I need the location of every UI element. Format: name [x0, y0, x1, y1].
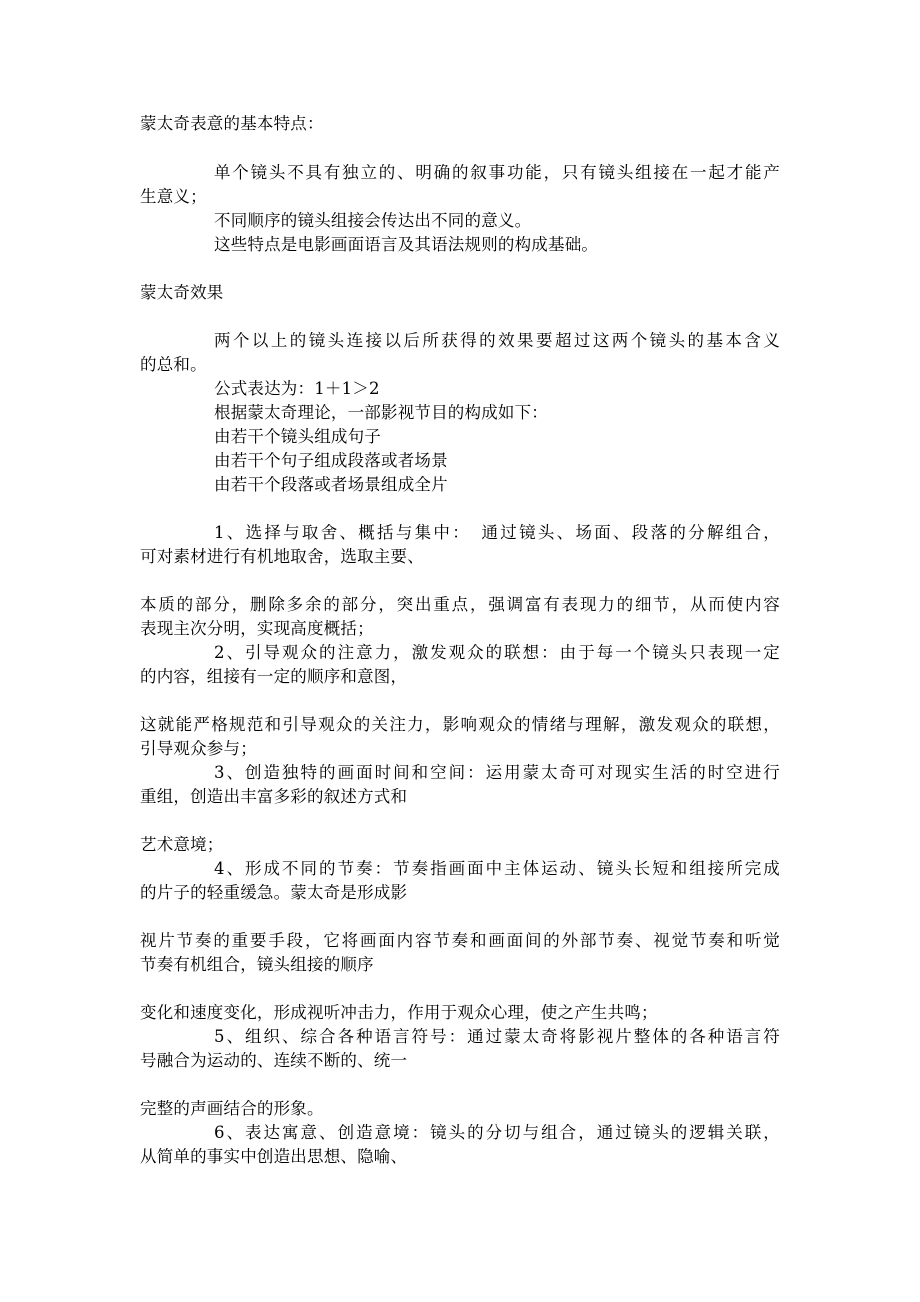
paragraph-line: 的总和。 — [140, 355, 207, 374]
function-4-line: 变化和速度变化，形成视听冲击力，作用于观众心理，使之产生共鸣； — [140, 1003, 658, 1022]
section-heading-effect: 蒙太奇效果 — [140, 283, 224, 302]
function-5-line: 完整的声画结合的形象。 — [140, 1099, 324, 1118]
function-4-line: 节奏有机组合，镜头组接的顺序 — [140, 955, 374, 974]
function-1-line: 可对素材进行有机地取舍，选取主要、 — [140, 547, 424, 566]
paragraph-line: 生意义； — [140, 187, 207, 206]
function-6-line: 6、表达寓意、创造意境：镜头的分切与组合，通过镜头的逻辑关联， — [214, 1123, 780, 1142]
function-3-line: 3、创造独特的画面时间和空间：运用蒙太奇可对现实生活的时空进行 — [214, 763, 780, 782]
function-4-line: 视片节奏的重要手段，它将画面内容节奏和画面间的外部节奏、视觉节奏和听觉 — [140, 931, 780, 950]
function-3-line: 重组，创造出丰富多彩的叙述方式和 — [140, 787, 408, 806]
function-6-line: 从简单的事实中创造出思想、隐喻、 — [140, 1147, 408, 1166]
function-5-line: 5、组织、综合各种语言符号：通过蒙太奇将影视片整体的各种语言符 — [214, 1027, 780, 1046]
function-2-line: 的内容，组接有一定的顺序和意图， — [140, 667, 408, 686]
paragraph-line: 两个以上的镜头连接以后所获得的效果要超过这两个镜头的基本含义 — [214, 331, 780, 350]
list-item: 由若干个段落或者场景组成全片 — [214, 475, 448, 494]
paragraph-line: 这些特点是电影画面语言及其语法规则的构成基础。 — [214, 235, 599, 254]
function-4-line: 4、形成不同的节奏：节奏指画面中主体运动、镜头长短和组接所完成 — [214, 859, 780, 878]
function-1-line: 表现主次分明，实现高度概括； — [140, 619, 374, 638]
function-2-line: 引导观众参与； — [140, 739, 257, 758]
function-5-line: 号融合为运动的、连续不断的、统一 — [140, 1051, 408, 1070]
paragraph-line: 单个镜头不具有独立的、明确的叙事功能，只有镜头组接在一起才能产 — [214, 163, 780, 182]
function-1-line: 本质的部分，删除多余的部分，突出重点，强调富有表现力的细节，从而使内容 — [140, 595, 780, 614]
formula-line: 公式表达为：1＋1＞2 — [214, 379, 380, 398]
paragraph-line: 根据蒙太奇理论，一部影视节目的构成如下： — [214, 403, 548, 422]
function-1-line: 1、选择与取舍、概括与集中： 通过镜头、场面、段落的分解组合， — [214, 523, 780, 542]
paragraph-line: 不同顺序的镜头组接会传达出不同的意义。 — [214, 211, 532, 230]
function-4-line: 的片子的轻重缓急。蒙太奇是形成影 — [140, 883, 408, 902]
section-heading-features: 蒙太奇表意的基本特点： — [140, 114, 324, 133]
list-item: 由若干个句子组成段落或者场景 — [214, 451, 448, 470]
list-item: 由若干个镜头组成句子 — [214, 427, 381, 446]
function-2-line: 这就能严格规范和引导观众的关注力，影响观众的情绪与理解，激发观众的联想， — [140, 715, 780, 734]
function-3-line: 艺术意境； — [140, 835, 224, 854]
function-2-line: 2、引导观众的注意力，激发观众的联想：由于每一个镜头只表现一定 — [214, 643, 780, 662]
